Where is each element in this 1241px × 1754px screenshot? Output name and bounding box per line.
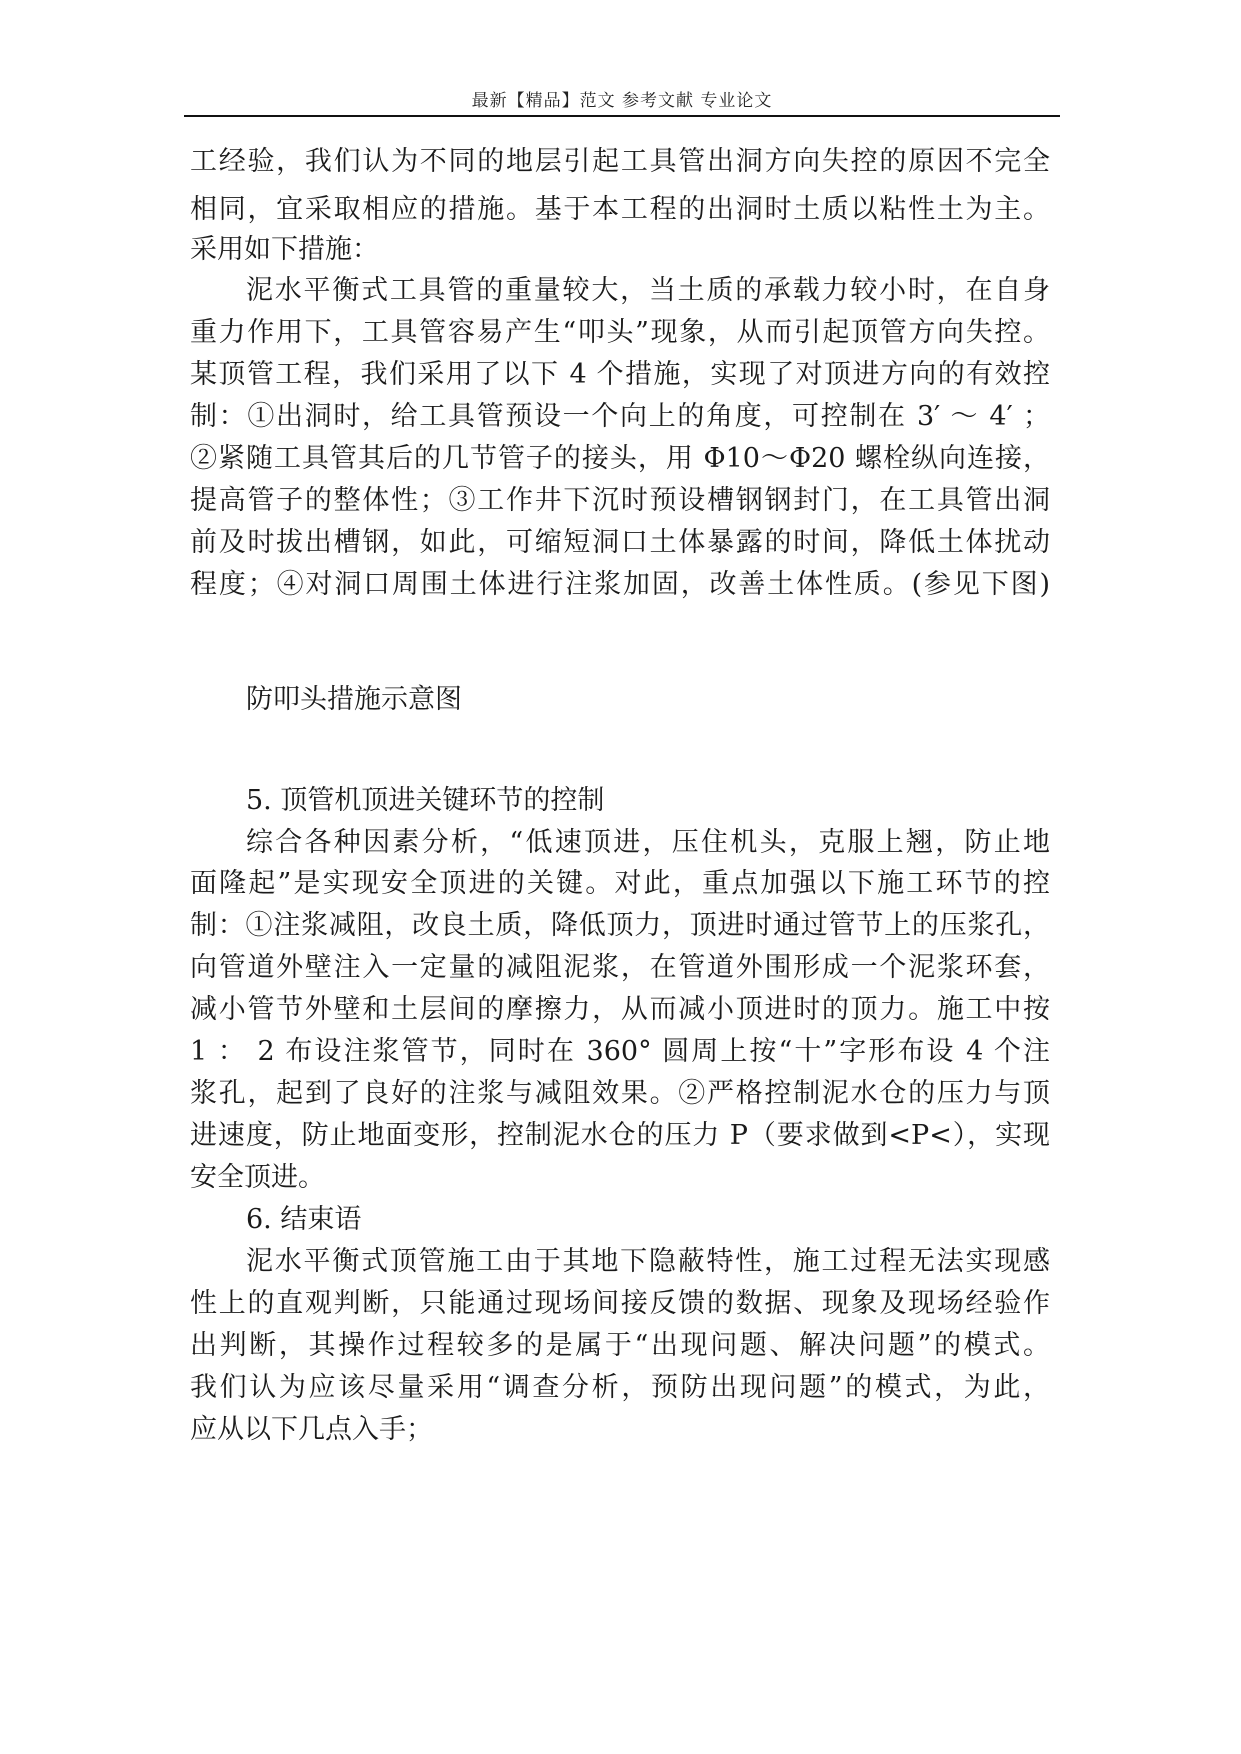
paragraph-line: 性上的直观判断，只能通过现场间接反馈的数据、现象及现场经验作 bbox=[190, 1288, 1050, 1319]
paragraph-line: 1 ： 2 布设注浆管节，同时在 360° 圆周上按“十”字形布设 4 个注 bbox=[190, 1036, 1050, 1067]
paragraph-line: ②紧随工具管其后的几节管子的接头，用 Φ10～Φ20 螺栓纵向连接， bbox=[190, 443, 1050, 474]
paragraph-line: 安全顶进。 bbox=[190, 1162, 325, 1193]
paragraph-line: 制：①注浆减阻，改良土质，降低顶力，顶进时通过管节上的压浆孔， bbox=[190, 910, 1050, 941]
paragraph-line: 面隆起”是实现安全顶进的关键。对此，重点加强以下施工环节的控 bbox=[190, 868, 1050, 899]
paragraph-line: 泥水平衡式顶管施工由于其地下隐蔽特性，施工过程无法实现感 bbox=[246, 1246, 1050, 1277]
paragraph-line: 工经验，我们认为不同的地层引起工具管出洞方向失控的原因不完全 bbox=[190, 146, 1050, 177]
section-heading: 5. 顶管机顶进关键环节的控制 bbox=[246, 785, 605, 816]
paragraph-line: 前及时拔出槽钢，如此，可缩短洞口土体暴露的时间，降低土体扰动 bbox=[190, 527, 1050, 558]
paragraph-line: 采用如下措施： bbox=[190, 234, 379, 265]
paragraph-line: 向管道外壁注入一定量的减阻泥浆，在管道外围形成一个泥浆环套， bbox=[190, 952, 1050, 983]
paragraph-line: 浆孔，起到了良好的注浆与减阻效果。②严格控制泥水仓的压力与顶 bbox=[190, 1078, 1050, 1109]
paragraph-line: 泥水平衡式工具管的重量较大，当土质的承载力较小时，在自身 bbox=[246, 275, 1050, 306]
header-divider bbox=[184, 115, 1060, 117]
paragraph-line: 我们认为应该尽量采用“调查分析，预防出现问题”的模式，为此， bbox=[190, 1372, 1050, 1403]
paragraph-line: 制：①出洞时，给工具管预设一个向上的角度，可控制在 3′ ～ 4′ ； bbox=[190, 401, 1050, 432]
paragraph-line: 提高管子的整体性；③工作井下沉时预设槽钢钢封门，在工具管出洞 bbox=[190, 485, 1050, 516]
paragraph-line: 某顶管工程，我们采用了以下 4 个措施，实现了对顶进方向的有效控 bbox=[190, 359, 1050, 390]
figure-caption: 防叩头措施示意图 bbox=[246, 684, 462, 715]
paragraph-line: 重力作用下，工具管容易产生“叩头”现象，从而引起顶管方向失控。 bbox=[190, 317, 1050, 348]
paragraph-line: 出判断，其操作过程较多的是属于“出现问题、解决问题”的模式。 bbox=[190, 1330, 1050, 1361]
paragraph-line: 综合各种因素分析，“低速顶进，压住机头，克服上翘，防止地 bbox=[246, 827, 1050, 858]
page-header: 最新【精品】范文 参考文献 专业论文 bbox=[471, 91, 773, 111]
paragraph-line: 应从以下几点入手； bbox=[190, 1414, 433, 1445]
paragraph-line: 相同，宜采取相应的措施。基于本工程的出洞时土质以粘性土为主。 bbox=[190, 194, 1050, 225]
paragraph-line: 进速度，防止地面变形，控制泥水仓的压力 P（要求做到<P<），实现 bbox=[190, 1120, 1050, 1151]
paragraph-line: 减小管节外壁和土层间的摩擦力，从而减小顶进时的顶力。施工中按 bbox=[190, 994, 1050, 1025]
section-heading: 6. 结束语 bbox=[246, 1204, 362, 1235]
paragraph-line: 程度；④对洞口周围土体进行注浆加固，改善土体性质。(参见下图) bbox=[190, 569, 1050, 600]
